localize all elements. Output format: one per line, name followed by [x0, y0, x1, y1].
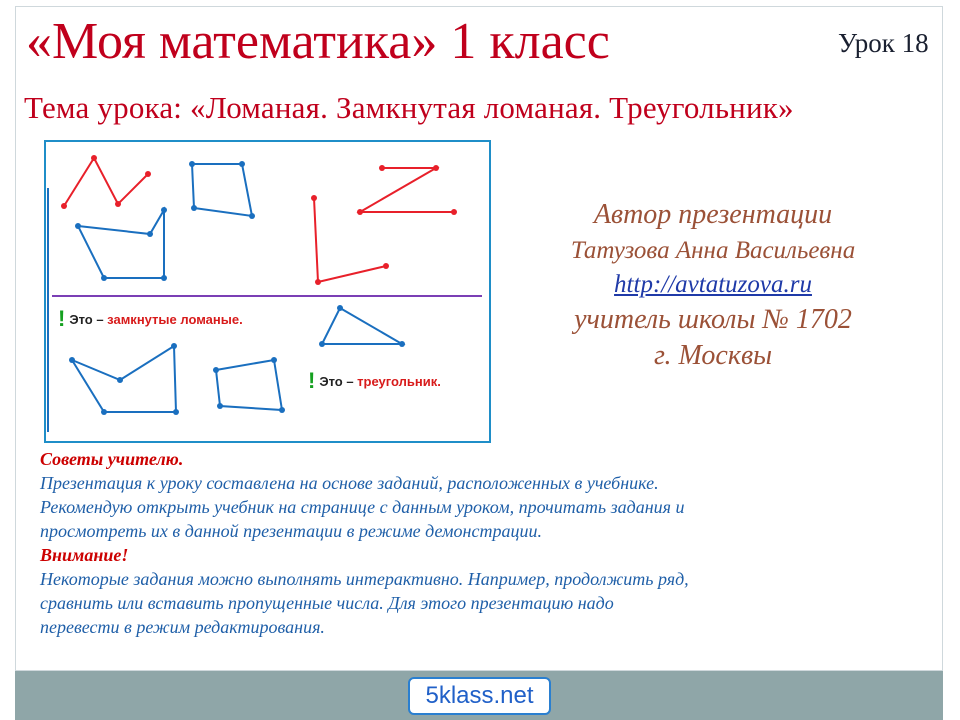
note-emphasis: замкнутые ломаные. — [107, 312, 243, 327]
closed-polyline-quad — [192, 164, 252, 216]
open-polyline-zigzag — [64, 158, 148, 206]
warning-line: сравнить или вставить пропущенные числа. Для этого презентацию надо — [40, 593, 614, 613]
closed-polyline-pentagon-vertices — [75, 207, 167, 281]
open-polyline-angle-vertices — [311, 195, 389, 285]
closed-polyline-lower-left — [72, 346, 176, 412]
author-block — [500, 196, 926, 374]
advice-line: Рекомендую открыть учебник на странице с данным уроком, прочитать задания и — [40, 497, 685, 517]
open-polyline-z — [360, 168, 454, 212]
advice-heading: Советы учителю. — [40, 449, 184, 469]
exclamation-mark: ! — [58, 306, 66, 331]
note-closed-polylines — [58, 306, 243, 332]
site-badge-link[interactable]: 5klass.net — [408, 677, 551, 715]
polyline-drawing — [46, 142, 489, 441]
author-link[interactable]: http://avtatuzova.ru — [614, 271, 812, 298]
polyline-illustration — [44, 140, 491, 443]
lesson-topic: Тема урока: «Ломаная. Замкнутая ломаная. Треугольник» — [24, 90, 794, 125]
closed-polyline-lower-quad — [216, 360, 282, 410]
lesson-number: Урок 18 — [838, 28, 929, 58]
author-position: учитель школы № 1702 — [574, 304, 852, 335]
advice-line: просмотреть их в данной презентации в режиме демонстрации. — [40, 521, 542, 541]
page-title: «Моя математика» 1 класс — [26, 13, 610, 70]
advice-line: Презентация к уроку составлена на основе заданий, расположенных в учебнике. — [40, 473, 659, 493]
teacher-advice — [40, 447, 920, 639]
open-polyline-angle — [314, 198, 386, 282]
author-city: г. Москвы — [653, 340, 773, 371]
author-name: Татузова Анна Васильевна — [570, 237, 856, 264]
open-polyline-z-vertices — [357, 165, 457, 215]
note-triangle — [308, 368, 441, 394]
closed-polyline-pentagon — [78, 210, 164, 278]
triangle-shape — [322, 308, 402, 344]
note-prefix: Это – — [319, 374, 358, 389]
warning-line: перевести в режим редактирования. — [40, 617, 325, 637]
exclamation-mark: ! — [308, 368, 316, 393]
warning-heading: Внимание! — [40, 545, 129, 565]
closed-polyline-quad-vertices — [189, 161, 255, 219]
note-emphasis: треугольник. — [357, 374, 441, 389]
author-heading: Автор презентации — [593, 199, 833, 230]
warning-line: Некоторые задания можно выполнять интерактивно. Например, продолжить ряд, — [40, 569, 689, 589]
note-prefix: Это – — [69, 312, 108, 327]
